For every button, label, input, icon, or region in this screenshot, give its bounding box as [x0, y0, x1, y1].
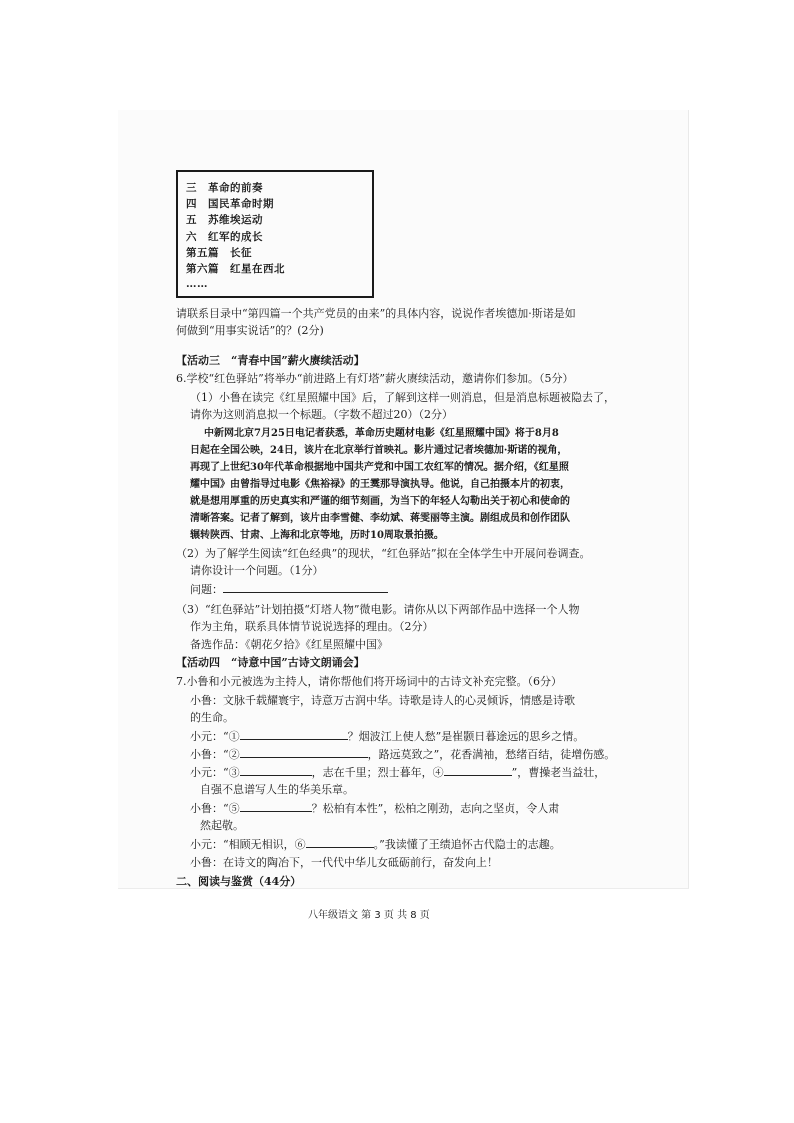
poem-line-4: [190, 800, 559, 816]
q7-stem: 7.小鲁和小元被选为主持人，请你帮他们将开场词中的古诗文补充完整。（6分）: [176, 675, 562, 688]
fill-blank-3[interactable]: [240, 764, 312, 776]
poem-text: 小鲁：“⑤: [190, 802, 240, 815]
poem-text: 小元：“③: [190, 766, 240, 779]
fill-blank-6[interactable]: [306, 836, 374, 848]
poem-line-4b: 然起敬。: [200, 819, 244, 832]
q6-part3-line1: （3）“红色驿站”计划拍摄“灯塔人物”微电影。请你从以下两部作品中选择一个人物: [176, 603, 580, 616]
question-answer-row: [190, 581, 388, 597]
page-footer: 八年级语文 第 3 页 共 8 页: [308, 910, 430, 921]
toc-question-line1: 请联系目录中“第四篇一个共产党员的由来”的具体内容，说说作者埃德加·斯诺是如: [176, 307, 576, 320]
q6-options: 备选作品：《朝花夕拾》《红星照耀中国》: [190, 638, 388, 651]
toc-item: 四 国民革命时期: [186, 198, 274, 210]
toc-item: 第五篇 长征: [186, 247, 252, 259]
fill-blank-1[interactable]: [240, 728, 348, 740]
news-line: 辗转陕西、甘肃、上海和北京等地，历时10周取景拍摄。: [190, 530, 444, 541]
q6-part1-line1: （1）小鲁在读完《红星照耀中国》后，了解到这样一则消息，但是消息标题被隐去了，: [190, 391, 615, 404]
news-line: 就是想用厚重的历史真实和严谨的细节刻画，为当下的年轻人勾勒出关于初心和使命的: [190, 496, 570, 507]
fill-blank-5[interactable]: [240, 800, 312, 812]
poem-line-3: [190, 764, 605, 780]
news-line: 日起在全国公映，24日，该片在北京举行首映礼。影片通过记者埃德加·斯诺的视角，: [190, 445, 568, 456]
intro-line1: 小鲁：文脉千载耀寰宇，诗意万古润中华。诗歌是诗人的心灵倾诉，情感是诗歌: [190, 694, 575, 707]
toc-item: ……: [186, 278, 208, 290]
poem-line-2: [190, 746, 615, 762]
q6-stem: 6.学校“红色驿站”将举办“前进路上有灯塔”薪火赓续活动，邀请你们参加。（5分）: [176, 372, 574, 385]
toc-item: 五 苏维埃运动: [186, 214, 263, 226]
news-line: 再现了上世纪30年代革命根据地中国共产党和中国工农红军的情况。据介绍，《红星照: [190, 462, 569, 473]
closing-line: 小鲁：在诗文的陶冶下，一代代中华儿女砥砺前行，奋发向上！: [190, 856, 498, 869]
poem-line-1: [190, 728, 584, 744]
poem-text: 小元：“相顾无相识，⑥: [190, 838, 306, 851]
toc-box: [176, 170, 374, 298]
q6-part3-line2: 作为主角，联系具体情节说说选择的理由。（2分）: [190, 620, 434, 633]
section-heading: 二、阅读与鉴赏（44分）: [176, 875, 302, 888]
poem-text: 小鲁：“②: [190, 748, 240, 761]
activity3-title: 【活动三 “青春中国”薪火赓续活动】: [176, 354, 365, 367]
poem-line-3b: 自强不息谱写人生的华美乐章。: [200, 783, 354, 796]
activity4-title: 【活动四 “诗意中国”古诗文朗诵会】: [176, 656, 365, 669]
q6-part1-line2: 请你为这则消息拟一个标题。（字数不超过20）（2分）: [190, 408, 453, 421]
toc-question-line2: 何做到“用事实说话”的？(2分): [176, 324, 324, 337]
poem-text: ？烟波江上使人愁”是崔颢日暮途远的思乡之情。: [347, 730, 585, 743]
fill-blank-2[interactable]: [240, 746, 368, 758]
poem-text: ？松柏有本性”，松柏之刚劲，志向之坚贞，令人肃: [311, 802, 560, 815]
answer-blank[interactable]: [223, 581, 388, 593]
news-line: 耀中国》由曾指导过电影《焦裕禄》的王霙那导演执导。他说，自己拍摄本片的初衷，: [190, 479, 570, 490]
news-line: 清晰答案。记者了解到，该片由李雪健、李幼斌、蒋雯丽等主演。剧组成员和创作团队: [190, 513, 570, 524]
q6-part2-line2: 请你设计一个问题。（1分）: [190, 564, 324, 577]
poem-text: 小元：“①: [190, 730, 240, 743]
poem-line-5: [190, 836, 561, 852]
toc-item: 六 红军的成长: [186, 231, 263, 243]
toc-item: 三 革命的前奏: [186, 182, 263, 194]
poem-text: 。”我读懂了王绩追怀古代隐士的志趣。: [373, 838, 561, 851]
poem-text: ，志在千里；烈士暮年，④: [311, 766, 444, 779]
q6-part2-line1: （2）为了解学生阅读“红色经典”的现状，“红色驿站”拟在全体学生中开展问卷调查。: [176, 547, 591, 560]
intro-line2: 的生命。: [190, 711, 234, 724]
question-label: 问题：: [190, 583, 223, 596]
fill-blank-4[interactable]: [444, 764, 512, 776]
poem-text: ”，曹操老当益壮，: [511, 766, 606, 779]
poem-text: ，路远莫致之”，花香满袖，愁绪百结，徒增伤感。: [367, 748, 616, 761]
news-line: 中新网北京7月25日电记者获悉，革命历史题材电影《红星照耀中国》将于8月8: [204, 428, 559, 439]
toc-item: 第六篇 红星在西北: [186, 263, 285, 275]
